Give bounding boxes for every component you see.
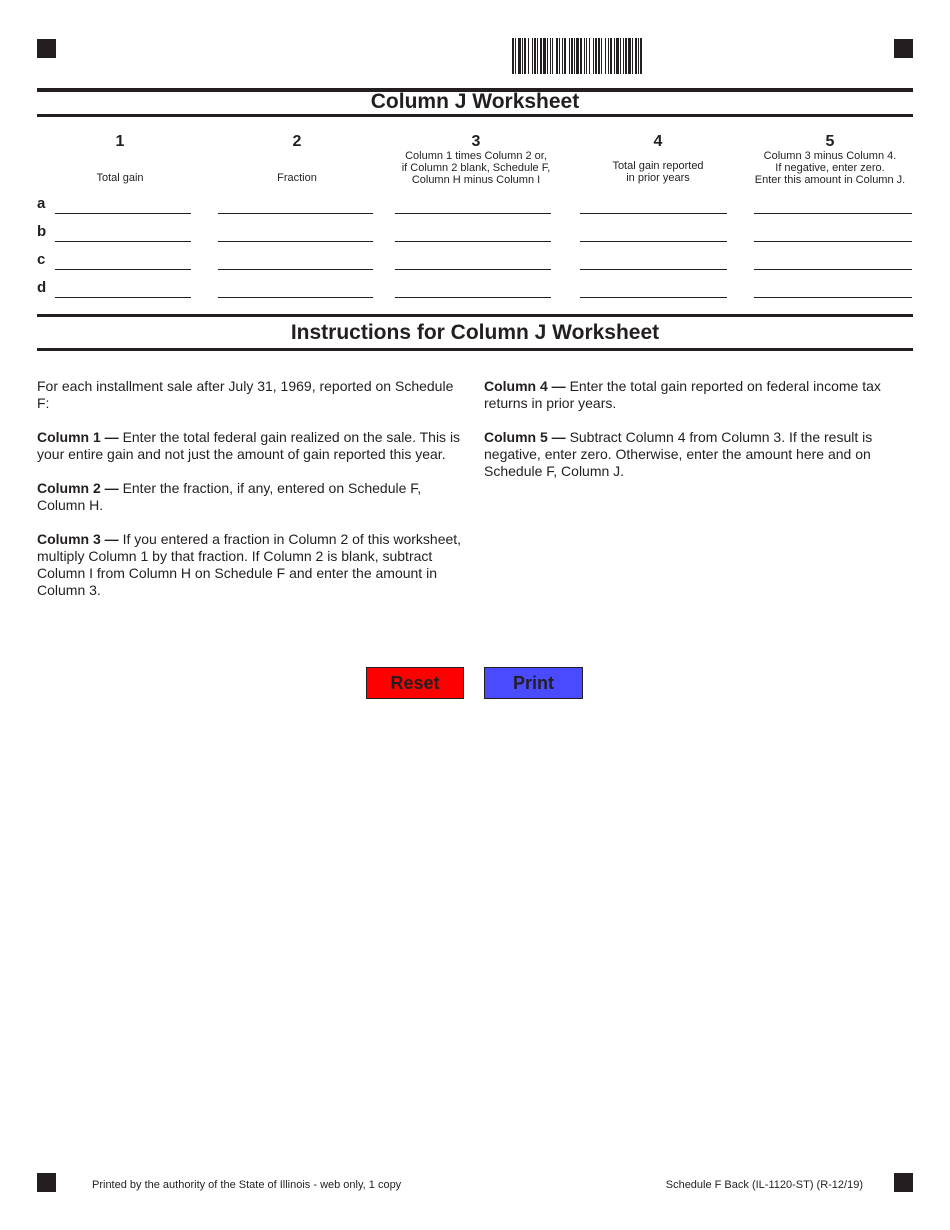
instruction-column-4 [484,378,904,412]
instruction-text: Enter the total gain reported on federal income tax returns in prior years. [484,378,881,411]
column-header-2 [218,134,376,184]
column-header-5 [745,134,915,186]
worksheet-title: Column J Worksheet [370,90,580,113]
column-number: 2 [292,133,302,150]
instruction-label: Column 3 — [37,531,119,547]
field-row-d-col-4[interactable] [580,283,727,298]
footer-authority-note: Printed by the authority of the State of Illinois - web only, 1 copy [92,1179,402,1191]
column-header-4 [580,134,736,184]
field-row-c-col-5[interactable] [754,255,912,270]
column-number: 4 [653,133,663,150]
instruction-label: Column 4 — [484,378,566,394]
field-row-a-col-4[interactable] [580,199,727,214]
field-row-c-col-4[interactable] [580,255,727,270]
row-label-c: c [37,251,46,268]
instruction-text: Subtract Column 4 from Column 3. If the result is negative, enter zero. Otherwise, enter the amount here and on Schedule F, Column J. [484,429,873,479]
column-number: 5 [825,133,835,150]
column-number: 1 [115,133,125,150]
column-description: Column 1 times Column 2 or, if Column 2 blank, Schedule F, Column H minus Column I [401,150,551,186]
column-description: Total gain reported in prior years [612,160,704,184]
registration-mark-bottom-right [894,1173,913,1192]
print-button[interactable]: Print [484,667,583,699]
instruction-column-2 [37,480,469,514]
instructions-bottom-rule [37,348,913,351]
field-row-c-col-1[interactable] [55,255,191,270]
instruction-label: Column 5 — [484,429,566,445]
registration-mark-top-left [37,39,56,58]
column-description: Fraction [277,172,317,184]
instructions-intro: For each installment sale after July 31, 1969, reported on Schedule F: [37,378,454,411]
instruction-column-3 [37,531,469,599]
column-header-3 [386,134,566,186]
instruction-label: Column 1 — [37,429,119,445]
footer-form-id: Schedule F Back (IL-1120-ST) (R-12/19) [665,1179,863,1191]
field-row-b-col-5[interactable] [754,227,912,242]
barcode [512,38,708,74]
field-row-b-col-2[interactable] [218,227,373,242]
instruction-text: If you entered a fraction in Column 2 of this worksheet, multiply Column 1 by that fraction. If Column 2 is blank, subtract Column I from Column H on Schedule F and enter the amount in Column 3. [37,531,462,598]
registration-mark-bottom-left [37,1173,56,1192]
field-row-d-col-1[interactable] [55,283,191,298]
instruction-text: Enter the total federal gain realized on the sale. This is your entire gain and not just the amount of gain reported this year. [37,429,461,462]
field-row-c-col-3[interactable] [395,255,551,270]
reset-button[interactable]: Reset [366,667,464,699]
field-row-d-col-2[interactable] [218,283,373,298]
title-rule [37,114,913,117]
field-row-d-col-3[interactable] [395,283,551,298]
field-row-a-col-2[interactable] [218,199,373,214]
instruction-column-1 [37,429,469,463]
field-row-a-col-1[interactable] [55,199,191,214]
instruction-text: Enter the fraction, if any, entered on Schedule F, Column H. [37,480,422,513]
field-row-a-col-5[interactable] [754,199,912,214]
instructions-right-column [484,378,904,497]
row-label-b: b [37,223,47,240]
row-label-a: a [37,195,46,212]
field-row-d-col-5[interactable] [754,283,912,298]
field-row-b-col-3[interactable] [395,227,551,242]
row-label-d: d [37,279,47,296]
instruction-label: Column 2 — [37,480,119,496]
instructions-title: Instructions for Column J Worksheet [290,321,660,344]
instructions-left-column [37,378,469,616]
column-description: Total gain [96,172,144,184]
field-row-b-col-1[interactable] [55,227,191,242]
field-row-a-col-3[interactable] [395,199,551,214]
instructions-top-rule [37,314,913,317]
field-row-b-col-4[interactable] [580,227,727,242]
instruction-column-5 [484,429,904,480]
column-header-1 [50,134,190,184]
column-number: 3 [471,133,481,150]
registration-mark-top-right [894,39,913,58]
field-row-c-col-2[interactable] [218,255,373,270]
column-description: Column 3 minus Column 4. If negative, enter zero. Enter this amount in Column J. [754,150,906,186]
